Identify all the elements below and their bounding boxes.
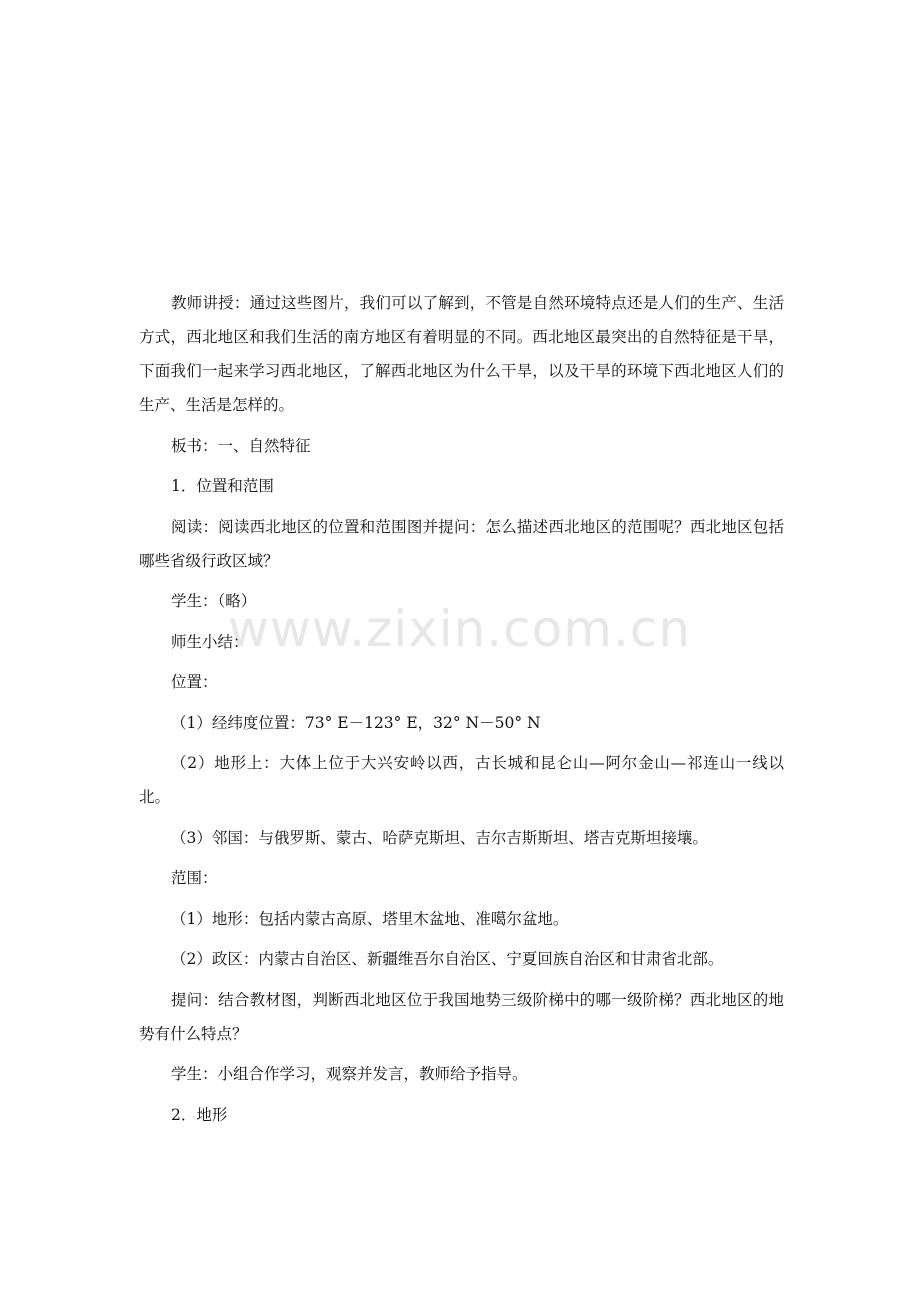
paragraph-board-heading: 板书：一、自然特征 — [171, 436, 311, 455]
paragraph-reading-question: 阅读：阅读西北地区的位置和范围图并提问：怎么描述西北地区的范围呢？西北地区包括哪些省级行政区域？ — [139, 517, 784, 570]
paragraph-terrain-question: 提问：结合教材图，判断西北地区位于我国地势三级阶梯中的哪一级阶梯？西北地区的地势有什么特点？ — [139, 990, 784, 1043]
list-item-landforms: （1）地形：包括内蒙古高原、塔里木盆地、准噶尔盆地。 — [171, 909, 569, 928]
list-item-neighbors: （3）邻国：与俄罗斯、蒙古、哈萨克斯坦、吉尔吉斯斯坦、塔吉克斯坦接壤。 — [171, 828, 708, 847]
section-heading-location: 1．位置和范围 — [171, 477, 274, 495]
watermark: www.zixin.com.cn — [228, 600, 692, 658]
paragraph-scope-label: 范围： — [171, 869, 218, 887]
list-item-administrative: （2）政区：内蒙古自治区、新疆维吾尔自治区、宁夏回族自治区和甘肃省北部。 — [171, 950, 724, 968]
document-body — [139, 286, 784, 1132]
paragraph-summary-label: 师生小结： — [171, 632, 249, 651]
list-item-terrain-position: （2）地形上：大体上位于大兴安岭以西，古长城和昆仑山—阿尔金山—祁连山一线以北。 — [139, 754, 784, 806]
paragraph-location-label: 位置： — [171, 673, 218, 691]
paragraph-student-activity: 学生：小组合作学习，观察并发言，教师给予指导。 — [171, 1065, 528, 1083]
paragraph-teacher-lecture: 教师讲授：通过这些图片，我们可以了解到，不管是自然环境特点还是人们的生产、生活方式，西北地区和我们生活的南方地区有着明显的不同。西北地区最突出的自然特征是干旱，下面我们一起来学习西北地区，了解西北地区为什么干旱，以及干旱的环境下西北地区人们的生产、生活是怎样的。 — [139, 294, 784, 414]
section-heading-terrain: 2．地形 — [171, 1105, 228, 1124]
list-item-coordinates: （1）经纬度位置：73° E－123° E，32° N－50° N — [171, 713, 541, 732]
paragraph-student-answer: 学生：（略） — [171, 592, 257, 610]
